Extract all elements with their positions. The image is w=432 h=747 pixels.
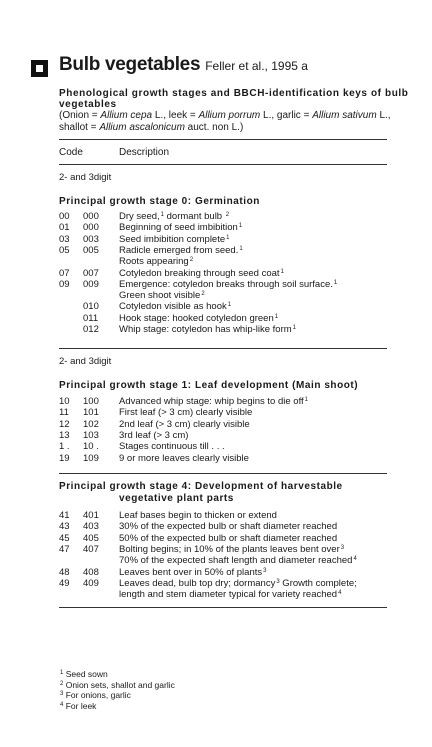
digit-label: 2- and 3digit — [59, 172, 112, 183]
footnote-ref: 2 — [189, 257, 194, 264]
bbch-2digit-code: 49 — [59, 577, 70, 589]
footnote-text: For onions, garlic — [65, 690, 131, 701]
stage-description: Cotyledon visible as hook$^1$ — [119, 301, 232, 313]
footnote-ref: 3 — [276, 578, 280, 585]
stage-description: 50% of the expected bulb or shaft diameter reached — [119, 532, 338, 544]
footnote — [59, 701, 96, 712]
bbch-3digit-code: 003 — [83, 233, 99, 245]
bbch-3digit-code: 103 — [83, 429, 99, 441]
stage-0-title: Principal growth stage 0: Germination — [59, 196, 260, 207]
stage-description: Advanced whip stage: whip begins to die off$^1$ — [119, 396, 309, 407]
stage-1-title: Principal growth stage 1: Leaf development (Main shoot) — [59, 380, 359, 391]
footnote-text: For leek — [65, 701, 97, 712]
species-list: (Onion = Allium cepa L., leek = Allium porrum L., garlic = Allium sativum L., shallot = Allium ascalonicum auct. non L.) — [59, 110, 391, 133]
footnote — [59, 669, 108, 680]
bbch-2digit-code: 1 . — [59, 441, 70, 453]
bbch-2digit-code: 07 — [59, 267, 70, 279]
bbch-2digit-code: 48 — [59, 566, 70, 578]
stage-description: Dry seed,$^1$ dormant bulb $^2$ — [119, 211, 230, 222]
stage-description: 2nd leaf (> 3 cm) clearly visible — [119, 418, 250, 430]
bbch-2digit-code: 05 — [59, 244, 70, 256]
bbch-3digit-code: 407 — [83, 543, 99, 555]
bbch-3digit-code: 000 — [83, 222, 99, 234]
stage-description: Beginning of seed imbibition$^1$ — [119, 222, 243, 234]
bbch-3digit-code: 011 — [83, 312, 99, 324]
bbch-2digit-code: 00 — [59, 211, 70, 222]
bbch-2digit-code: 41 — [59, 510, 70, 521]
footnote — [59, 690, 131, 701]
bbch-3digit-code: 10 . — [83, 441, 99, 453]
digit-label: 2- and 3digit — [59, 356, 112, 367]
bbch-2digit-code: 09 — [59, 278, 70, 290]
bbch-3digit-code: 005 — [83, 244, 99, 256]
stage-description: Roots appearing$^2$ — [119, 256, 194, 268]
stage-description: Radicle emerged from seed.$^1$ — [119, 244, 243, 256]
stage-description: length and stem diameter typical for variety reached$^4$ — [119, 589, 342, 601]
bbch-2digit-code: 47 — [59, 543, 70, 555]
stage-description: Leaves bent over in 50% of plants$^3$ — [119, 566, 267, 578]
bbch-3digit-code: 403 — [83, 521, 99, 533]
bbch-3digit-code: 009 — [83, 278, 99, 290]
bbch-3digit-code: 405 — [83, 532, 99, 544]
bbch-2digit-code: 13 — [59, 429, 70, 441]
stage-description: Stages continuous till . . . — [119, 441, 225, 453]
footnote-ref: 2 — [225, 212, 230, 218]
stage-description: 3rd leaf (> 3 cm) — [119, 429, 189, 441]
footnote-ref: 3 — [340, 544, 345, 551]
footnote-text: Seed sown — [65, 669, 108, 679]
stage-description: Hook stage: hooked cotyledon green$^1$ — [119, 312, 279, 324]
bbch-3digit-code: 102 — [83, 418, 99, 430]
divider — [59, 348, 387, 349]
footnote-ref: 1 — [333, 279, 338, 286]
footnote-ref: 1 — [292, 325, 297, 331]
footnote-number: 2 — [60, 680, 64, 687]
bbch-2digit-code: 03 — [59, 233, 70, 245]
stage-description: Cotyledon breaking through seed coat$^1$ — [119, 267, 284, 279]
stage-description: Leaves dead, bulb top dry; dormancy$^3$ Growth complete; — [119, 577, 357, 589]
stage-description: Seed imbibition complete$^1$ — [119, 233, 230, 245]
footnote-ref: 4 — [338, 590, 342, 597]
footnote-ref: 1 — [274, 313, 279, 320]
footnote-ref: 1 — [238, 223, 243, 230]
bbch-3digit-code: 012 — [83, 324, 99, 335]
stage-description: 9 or more leaves clearly visible — [119, 452, 249, 464]
bbch-3digit-code: 401 — [83, 510, 99, 521]
bbch-3digit-code: 000 — [83, 211, 99, 222]
bbch-3digit-code: 408 — [83, 566, 99, 578]
stage-description: Green shoot visible$^2$ — [119, 290, 205, 302]
footnote-ref: 3 — [263, 567, 267, 574]
bbch-2digit-code: 10 — [59, 396, 70, 407]
divider — [59, 139, 387, 140]
divider — [59, 164, 387, 165]
footnote-ref: 2 — [201, 291, 205, 298]
footnote-text: Onion sets, shallot and garlic — [65, 679, 175, 690]
footnote — [59, 680, 175, 691]
bbch-2digit-code: 01 — [59, 222, 70, 234]
footnote-number: 4 — [60, 702, 64, 709]
stage-description: Whip stage: cotyledon has whip-like form$^1$ — [119, 324, 297, 335]
page-title: Bulb vegetables Feller et al., 1995 a — [59, 54, 308, 75]
code-column-header: Code — [59, 147, 83, 158]
bbch-2digit-code: 43 — [59, 521, 70, 533]
bbch-3digit-code: 007 — [83, 267, 99, 279]
stage-description: Leaf bases begin to thicken or extend — [119, 510, 277, 521]
stage-description: First leaf (> 3 cm) clearly visible — [119, 407, 253, 419]
bbch-2digit-code: 11 — [59, 407, 69, 419]
footnote-ref: 1 — [239, 245, 243, 252]
stage-description: 70% of the expected shaft length and diameter reached$^4$ — [119, 555, 357, 567]
stage-description: Bolting begins; in 10% of the plants leaves bent over$^3$ — [119, 543, 345, 555]
divider — [59, 473, 387, 474]
bbch-3digit-code: 409 — [83, 577, 99, 589]
bbch-3digit-code: 109 — [83, 452, 99, 464]
subheading: Phenological growth stages and BBCH-identification keys of bulb vegetables — [59, 88, 409, 110]
bbch-3digit-code: 100 — [83, 396, 99, 407]
description-column-header: Description — [119, 147, 170, 158]
footnote-ref: 1 — [227, 302, 232, 309]
footnote-ref: 1 — [304, 397, 309, 403]
bbch-3digit-code: 101 — [83, 407, 99, 419]
stage-description: 30% of the expected bulb or shaft diameter reached — [119, 521, 338, 533]
bbch-2digit-code: 19 — [59, 452, 70, 464]
bbch-3digit-code: 010 — [83, 301, 99, 313]
divider — [59, 607, 387, 608]
footnote-ref: 1 — [160, 212, 164, 218]
footnote-ref: 4 — [353, 556, 357, 563]
stage-4-title: Principal growth stage 4: Development of harvestable vegetative plant parts — [59, 481, 343, 504]
bbch-2digit-code: 45 — [59, 532, 70, 544]
footnote-number: 1 — [60, 670, 64, 676]
bbch-2digit-code: 12 — [59, 418, 70, 430]
footnote-number: 3 — [60, 691, 64, 698]
footnote-ref: 1 — [226, 234, 230, 241]
footnote-ref: 1 — [280, 268, 284, 275]
citation: Feller et al., 1995 a — [205, 59, 308, 73]
section-square-icon — [31, 60, 48, 77]
stage-description: Emergence: cotyledon breaks through soil surface.$^1$ — [119, 278, 338, 290]
